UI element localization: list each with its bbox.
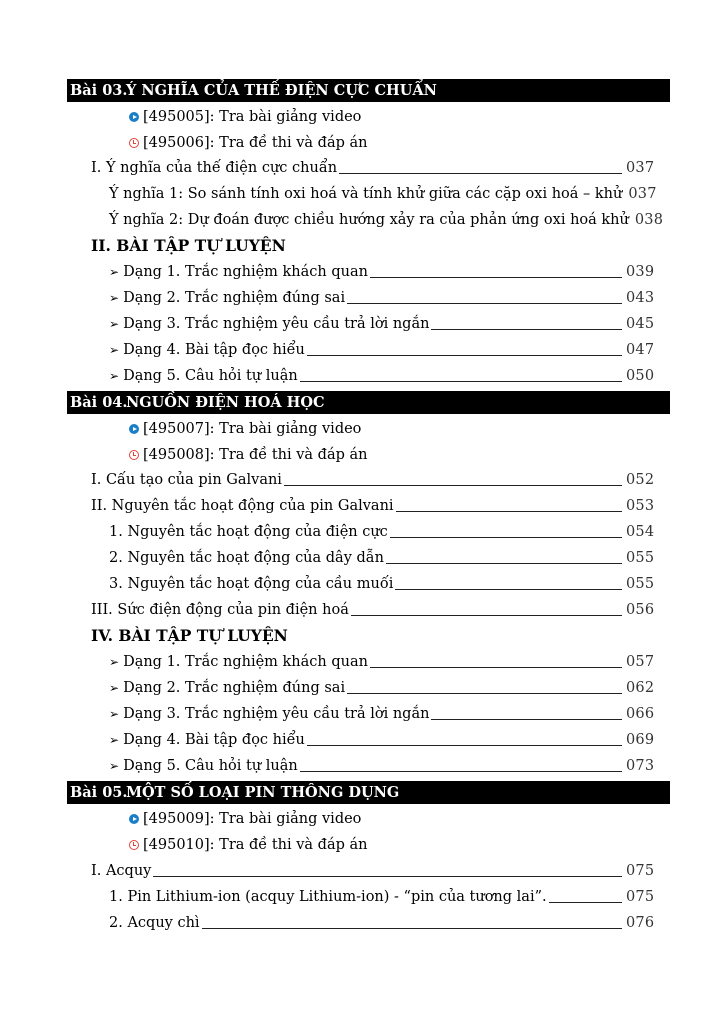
leader-line xyxy=(153,875,622,877)
exam-link-label: [495010]: Tra đề thi và đáp án xyxy=(143,837,368,853)
play-icon xyxy=(129,112,139,122)
exam-answer-link[interactable] xyxy=(129,835,368,855)
leader-line xyxy=(307,354,622,356)
exam-answer-link[interactable] xyxy=(129,133,368,153)
leader-line xyxy=(339,172,622,174)
lesson-title: MỘT SỐ LOẠI PIN THÔNG DỤNG xyxy=(126,784,400,801)
leader-line xyxy=(390,536,622,538)
toc-entry[interactable] xyxy=(91,158,655,178)
entry-title: I. Cấu tạo của pin Galvani xyxy=(91,472,282,488)
toc-entry[interactable] xyxy=(109,184,657,204)
leader-line xyxy=(307,744,622,746)
clock-icon xyxy=(129,840,139,850)
page-number: 053 xyxy=(626,498,655,514)
leader-line xyxy=(370,276,622,278)
toc-entry[interactable] xyxy=(91,470,655,490)
leader-line xyxy=(396,510,622,512)
arrow-bullet-icon: ➢ xyxy=(109,707,120,721)
leader-line xyxy=(202,927,622,929)
toc-entry[interactable] xyxy=(109,548,655,568)
leader-line xyxy=(351,614,622,616)
practice-entry[interactable] xyxy=(109,652,655,672)
page-number: 037 xyxy=(626,160,655,176)
toc-entry[interactable] xyxy=(109,887,655,907)
toc-entry[interactable] xyxy=(91,600,655,620)
practice-entry[interactable] xyxy=(109,262,655,282)
leader-line xyxy=(431,718,622,720)
practice-entry[interactable] xyxy=(109,704,655,724)
exam-link-label: [495006]: Tra đề thi và đáp án xyxy=(143,135,368,151)
leader-line xyxy=(431,328,622,330)
video-lecture-link[interactable] xyxy=(129,419,361,439)
page-number: 076 xyxy=(626,915,655,931)
lesson-header-04[interactable] xyxy=(67,391,670,414)
page-number: 039 xyxy=(626,264,655,280)
entry-title: Dạng 5. Câu hỏi tự luận xyxy=(123,758,298,774)
practice-entry[interactable] xyxy=(109,678,655,698)
entry-title: II. Nguyên tắc hoạt động của pin Galvani xyxy=(91,498,394,514)
page-number: 037 xyxy=(628,186,657,202)
arrow-bullet-icon: ➢ xyxy=(109,343,120,357)
page-number: 038 xyxy=(634,212,664,228)
play-icon xyxy=(129,424,139,434)
leader-line xyxy=(300,380,622,382)
page-number: 073 xyxy=(626,758,655,774)
practice-entry[interactable] xyxy=(109,730,655,750)
page-number: 055 xyxy=(626,576,655,592)
practice-entry[interactable] xyxy=(109,314,655,334)
leader-line xyxy=(386,562,622,564)
entry-title: Dạng 5. Câu hỏi tự luận xyxy=(123,368,298,384)
entry-title: Dạng 1. Trắc nghiệm khách quan xyxy=(123,264,368,280)
clock-icon xyxy=(129,138,139,148)
toc-entry[interactable] xyxy=(109,574,655,594)
arrow-bullet-icon: ➢ xyxy=(109,317,120,331)
entry-title: 3. Nguyên tắc hoạt động của cầu muối xyxy=(109,576,394,592)
entry-title: Ý nghĩa 2: Dự đoán được chiều hướng xảy ra của phản ứng oxi hoá khử xyxy=(109,212,629,228)
lesson-title: Ý NGHĨA CỦA THẾ ĐIỆN CỰC CHUẨN xyxy=(126,82,437,99)
leader-line xyxy=(347,302,622,304)
clock-icon xyxy=(129,450,139,460)
entry-title: Ý nghĩa 1: So sánh tính oxi hoá và tính khử giữa các cặp oxi hoá – khử xyxy=(109,186,623,202)
lesson-header-03[interactable] xyxy=(67,79,670,102)
practice-entry[interactable] xyxy=(109,756,655,776)
page-number: 075 xyxy=(626,863,655,879)
page-number: 055 xyxy=(626,550,655,566)
page-number: 047 xyxy=(626,342,655,358)
exam-link-label: [495008]: Tra đề thi và đáp án xyxy=(143,447,368,463)
entry-title: 1. Pin Lithium-ion (acquy Lithium-ion) - “pin của tương lai”. xyxy=(109,889,547,905)
arrow-bullet-icon: ➢ xyxy=(109,369,120,383)
entry-title: I. Acquy xyxy=(91,863,152,879)
video-link-label: [495005]: Tra bài giảng video xyxy=(143,109,362,125)
arrow-bullet-icon: ➢ xyxy=(109,291,120,305)
page-number: 075 xyxy=(626,889,655,905)
page-number: 062 xyxy=(626,680,655,696)
page-number: 043 xyxy=(626,290,655,306)
page-number: 054 xyxy=(626,524,655,540)
leader-line xyxy=(370,666,622,668)
practice-entry[interactable] xyxy=(109,340,655,360)
entry-title: 1. Nguyên tắc hoạt động của điện cực xyxy=(109,524,388,540)
page-number: 052 xyxy=(626,472,655,488)
toc-entry[interactable] xyxy=(91,496,655,516)
entry-title: Dạng 3. Trắc nghiệm yêu cầu trả lời ngắn xyxy=(123,706,430,722)
page-number: 066 xyxy=(626,706,655,722)
leader-line xyxy=(300,770,622,772)
leader-line xyxy=(347,692,622,694)
arrow-bullet-icon: ➢ xyxy=(109,655,120,669)
exam-answer-link[interactable] xyxy=(129,445,368,465)
lesson-number: Bài 03. xyxy=(70,82,128,99)
lesson-number: Bài 05. xyxy=(70,784,128,801)
lesson-title: NGUỒN ĐIỆN HOÁ HỌC xyxy=(126,394,325,411)
entry-title: Dạng 4. Bài tập đọc hiểu xyxy=(123,342,305,358)
play-icon xyxy=(129,814,139,824)
page-number: 057 xyxy=(626,654,655,670)
video-link-label: [495007]: Tra bài giảng video xyxy=(143,421,362,437)
leader-line xyxy=(549,901,622,903)
leader-line xyxy=(284,484,622,486)
toc-entry[interactable] xyxy=(109,522,655,542)
entry-title: 2. Nguyên tắc hoạt động của dây dẫn xyxy=(109,550,385,566)
page-number: 056 xyxy=(626,602,655,618)
practice-entry[interactable] xyxy=(109,366,655,386)
toc-entry[interactable] xyxy=(109,913,655,933)
toc-entry[interactable] xyxy=(109,210,664,230)
leader-line xyxy=(395,588,622,590)
entry-title: Dạng 3. Trắc nghiệm yêu cầu trả lời ngắn xyxy=(123,316,430,332)
entry-title: III. Sức điện động của pin điện hoá xyxy=(91,602,349,618)
arrow-bullet-icon: ➢ xyxy=(109,733,120,747)
entry-title: Dạng 4. Bài tập đọc hiểu xyxy=(123,732,305,748)
arrow-bullet-icon: ➢ xyxy=(109,759,120,773)
video-lecture-link[interactable] xyxy=(129,107,361,127)
page-number: 050 xyxy=(626,368,655,384)
video-lecture-link[interactable] xyxy=(129,809,361,829)
entry-title: Dạng 1. Trắc nghiệm khách quan xyxy=(123,654,368,670)
toc-entry[interactable] xyxy=(91,861,655,881)
section-heading: IV. BÀI TẬP TỰ LUYỆN xyxy=(91,626,288,645)
page-number: 045 xyxy=(626,316,655,332)
lesson-header-05[interactable] xyxy=(67,781,670,804)
entry-title: 2. Acquy chì xyxy=(109,915,200,931)
entry-title: Dạng 2. Trắc nghiệm đúng sai xyxy=(123,680,346,696)
entry-title: I. Ý nghĩa của thế điện cực chuẩn xyxy=(91,160,338,176)
page-number: 069 xyxy=(626,732,655,748)
section-heading: II. BÀI TẬP TỰ LUYỆN xyxy=(91,236,286,255)
arrow-bullet-icon: ➢ xyxy=(109,681,120,695)
lesson-number: Bài 04. xyxy=(70,394,128,411)
arrow-bullet-icon: ➢ xyxy=(109,265,120,279)
entry-title: Dạng 2. Trắc nghiệm đúng sai xyxy=(123,290,346,306)
video-link-label: [495009]: Tra bài giảng video xyxy=(143,811,362,827)
practice-entry[interactable] xyxy=(109,288,655,308)
